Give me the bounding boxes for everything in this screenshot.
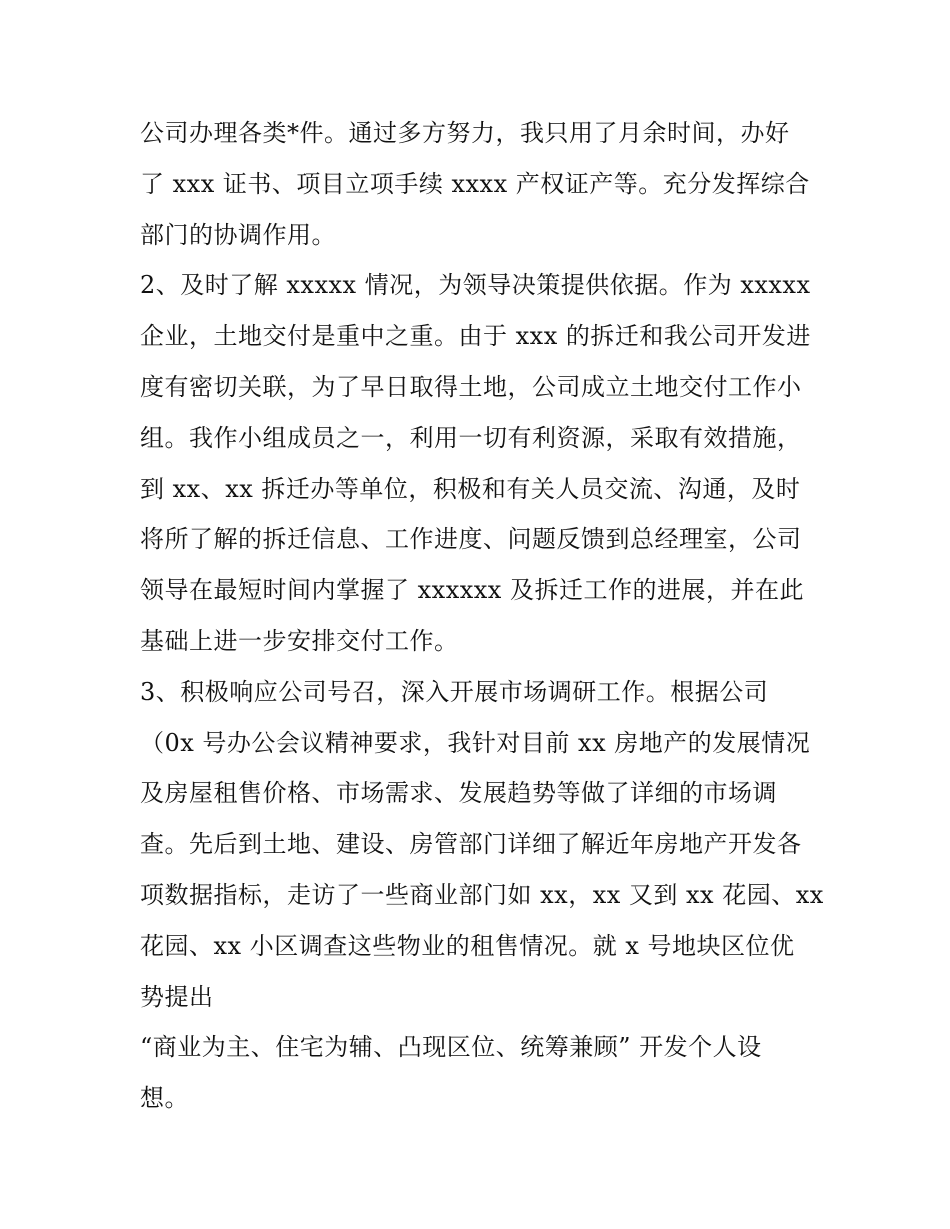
text-line: “商业为主、住宅为辅、凸现区位、统筹兼顾” 开发个人设 bbox=[140, 1033, 762, 1062]
text-line: 势提出 bbox=[140, 982, 214, 1011]
text-line: 基础上进一步安排交付工作。 bbox=[140, 626, 459, 655]
text-line: 到 xx、xx 拆迁办等单位，积极和有关人员交流、沟通，及时 bbox=[140, 474, 801, 503]
text-line: 查。先后到土地、建设、房管部门详细了解近年房地产开发各 bbox=[140, 830, 802, 859]
body-text bbox=[140, 108, 840, 1124]
text-line: 组。我作小组成员之一，利用一切有利资源，采取有效措施， bbox=[140, 423, 802, 452]
text-line: 公司办理各类*件。通过多方努力，我只用了月余时间，办好 bbox=[140, 119, 790, 147]
text-line: 企业，土地交付是重中之重。由于 xxx 的拆迁和我公司开发进 bbox=[140, 322, 811, 351]
text-line: 2、及时了解 xxxxx 情况，为领导决策提供依据。作为 xxxxx bbox=[140, 271, 811, 300]
text-line: 项数据指标，走访了一些商业部门如 xx，xx 又到 xx 花园、xx bbox=[140, 880, 824, 909]
text-line: 3、积极响应公司号召，深入开展市场调研工作。根据公司 bbox=[140, 677, 769, 706]
text-line: 度有密切关联，为了早日取得土地，公司成立土地交付工作小 bbox=[140, 372, 802, 401]
text-line: 领导在最短时间内掌握了 xxxxxx 及拆迁工作的进展，并在此 bbox=[140, 576, 804, 605]
text-line: 部门的协调作用。 bbox=[140, 220, 336, 249]
text-line: （0x 号办公会议精神要求，我针对目前 xx 房地产的发展情况 bbox=[140, 728, 811, 757]
text-line: 及房屋租售价格、市场需求、发展趋势等做了详细的市场调 bbox=[140, 779, 777, 808]
text-line: 花园、xx 小区调查这些物业的租售情况。就 x 号地块区位优 bbox=[140, 931, 795, 960]
text-line: 将所了解的拆迁信息、工作进度、问题反馈到总经理室，公司 bbox=[140, 525, 802, 554]
text-line: 了 xxx 证书、项目立项手续 xxxx 产权证产等。充分发挥综合 bbox=[140, 169, 810, 198]
text-line: 想。 bbox=[140, 1084, 189, 1113]
